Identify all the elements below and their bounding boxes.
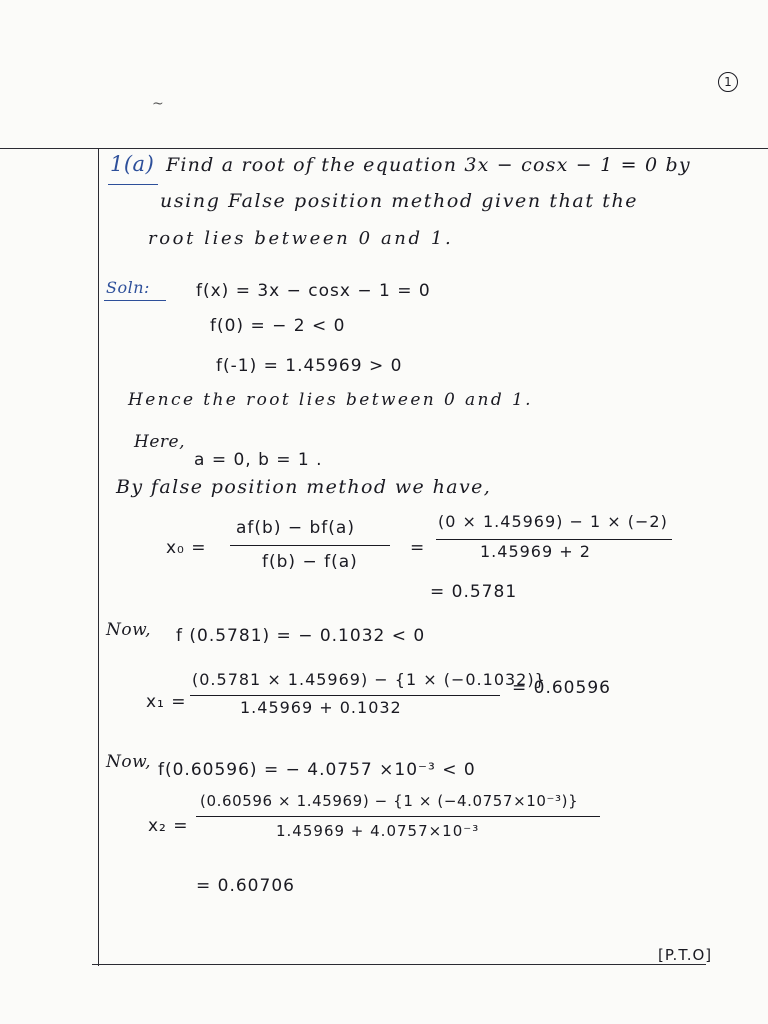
please-turn-over-note: [P.T.O] [658, 946, 713, 964]
x0-equals: = [410, 538, 426, 558]
x2-denominator: 1.45969 + 4.0757×10⁻³ [276, 822, 480, 840]
x2-numerator: (0.60596 × 1.45969) − {1 × (−4.0757×10⁻³)} [200, 792, 579, 810]
x0-formula-bar [230, 545, 390, 546]
x2-result: = 0.60706 [196, 876, 295, 896]
solution-label: Soln: [106, 278, 150, 297]
step2-function-value: f(0.60596) = − 4.0757 ×10⁻³ < 0 [158, 760, 476, 780]
question-line-1: Find a root of the equation 3x − cosx − 1 = 0 by [166, 154, 691, 176]
hence-statement: Hence the root lies between 0 and 1. [128, 390, 533, 410]
x0-label: x₀ = [166, 538, 207, 558]
here-label: Here, [134, 432, 185, 452]
x0-formula-denominator: f(b) − f(a) [262, 552, 358, 572]
interval-values: a = 0, b = 1 . [194, 450, 323, 470]
bottom-rule [92, 964, 706, 965]
margin-rule [98, 148, 99, 966]
x0-result: = 0.5781 [430, 582, 518, 602]
step1-now: Now, [106, 620, 152, 640]
x0-substituted-denominator: 1.45969 + 2 [480, 542, 591, 561]
x2-label: x₂ = [148, 816, 189, 836]
x1-denominator: 1.45969 + 0.1032 [240, 698, 402, 717]
x1-fraction-bar [190, 695, 500, 696]
f-of-one: f(-1) = 1.45969 > 0 [216, 356, 403, 376]
question-line-2: using False position method given that the [160, 190, 639, 212]
x1-result: = 0.60596 [512, 678, 611, 698]
x0-substituted-numerator: (0 × 1.45969) − 1 × (−2) [438, 512, 668, 531]
x0-substituted-bar [436, 539, 672, 540]
x1-numerator: (0.5781 × 1.45969) − {1 × (−0.1032)} [192, 670, 546, 689]
page-number: 1 [718, 72, 738, 92]
question-number: 1(a) [110, 152, 155, 176]
x2-fraction-bar [196, 816, 600, 817]
step1-function-value: f (0.5781) = − 0.1032 < 0 [176, 626, 426, 646]
method-statement: By false position method we have, [116, 476, 492, 498]
top-rule [0, 148, 768, 149]
step2-now: Now, [106, 752, 152, 772]
stray-pen-mark: ~ [152, 96, 164, 112]
f-of-zero: f(0) = − 2 < 0 [210, 316, 346, 336]
question-line-3: root lies between 0 and 1. [148, 228, 454, 249]
x1-label: x₁ = [146, 692, 187, 712]
function-definition: f(x) = 3x − cosx − 1 = 0 [196, 281, 431, 301]
question-number-underline [108, 184, 158, 185]
x0-formula-numerator: af(b) − bf(a) [236, 518, 355, 538]
solution-label-underline [104, 300, 166, 301]
